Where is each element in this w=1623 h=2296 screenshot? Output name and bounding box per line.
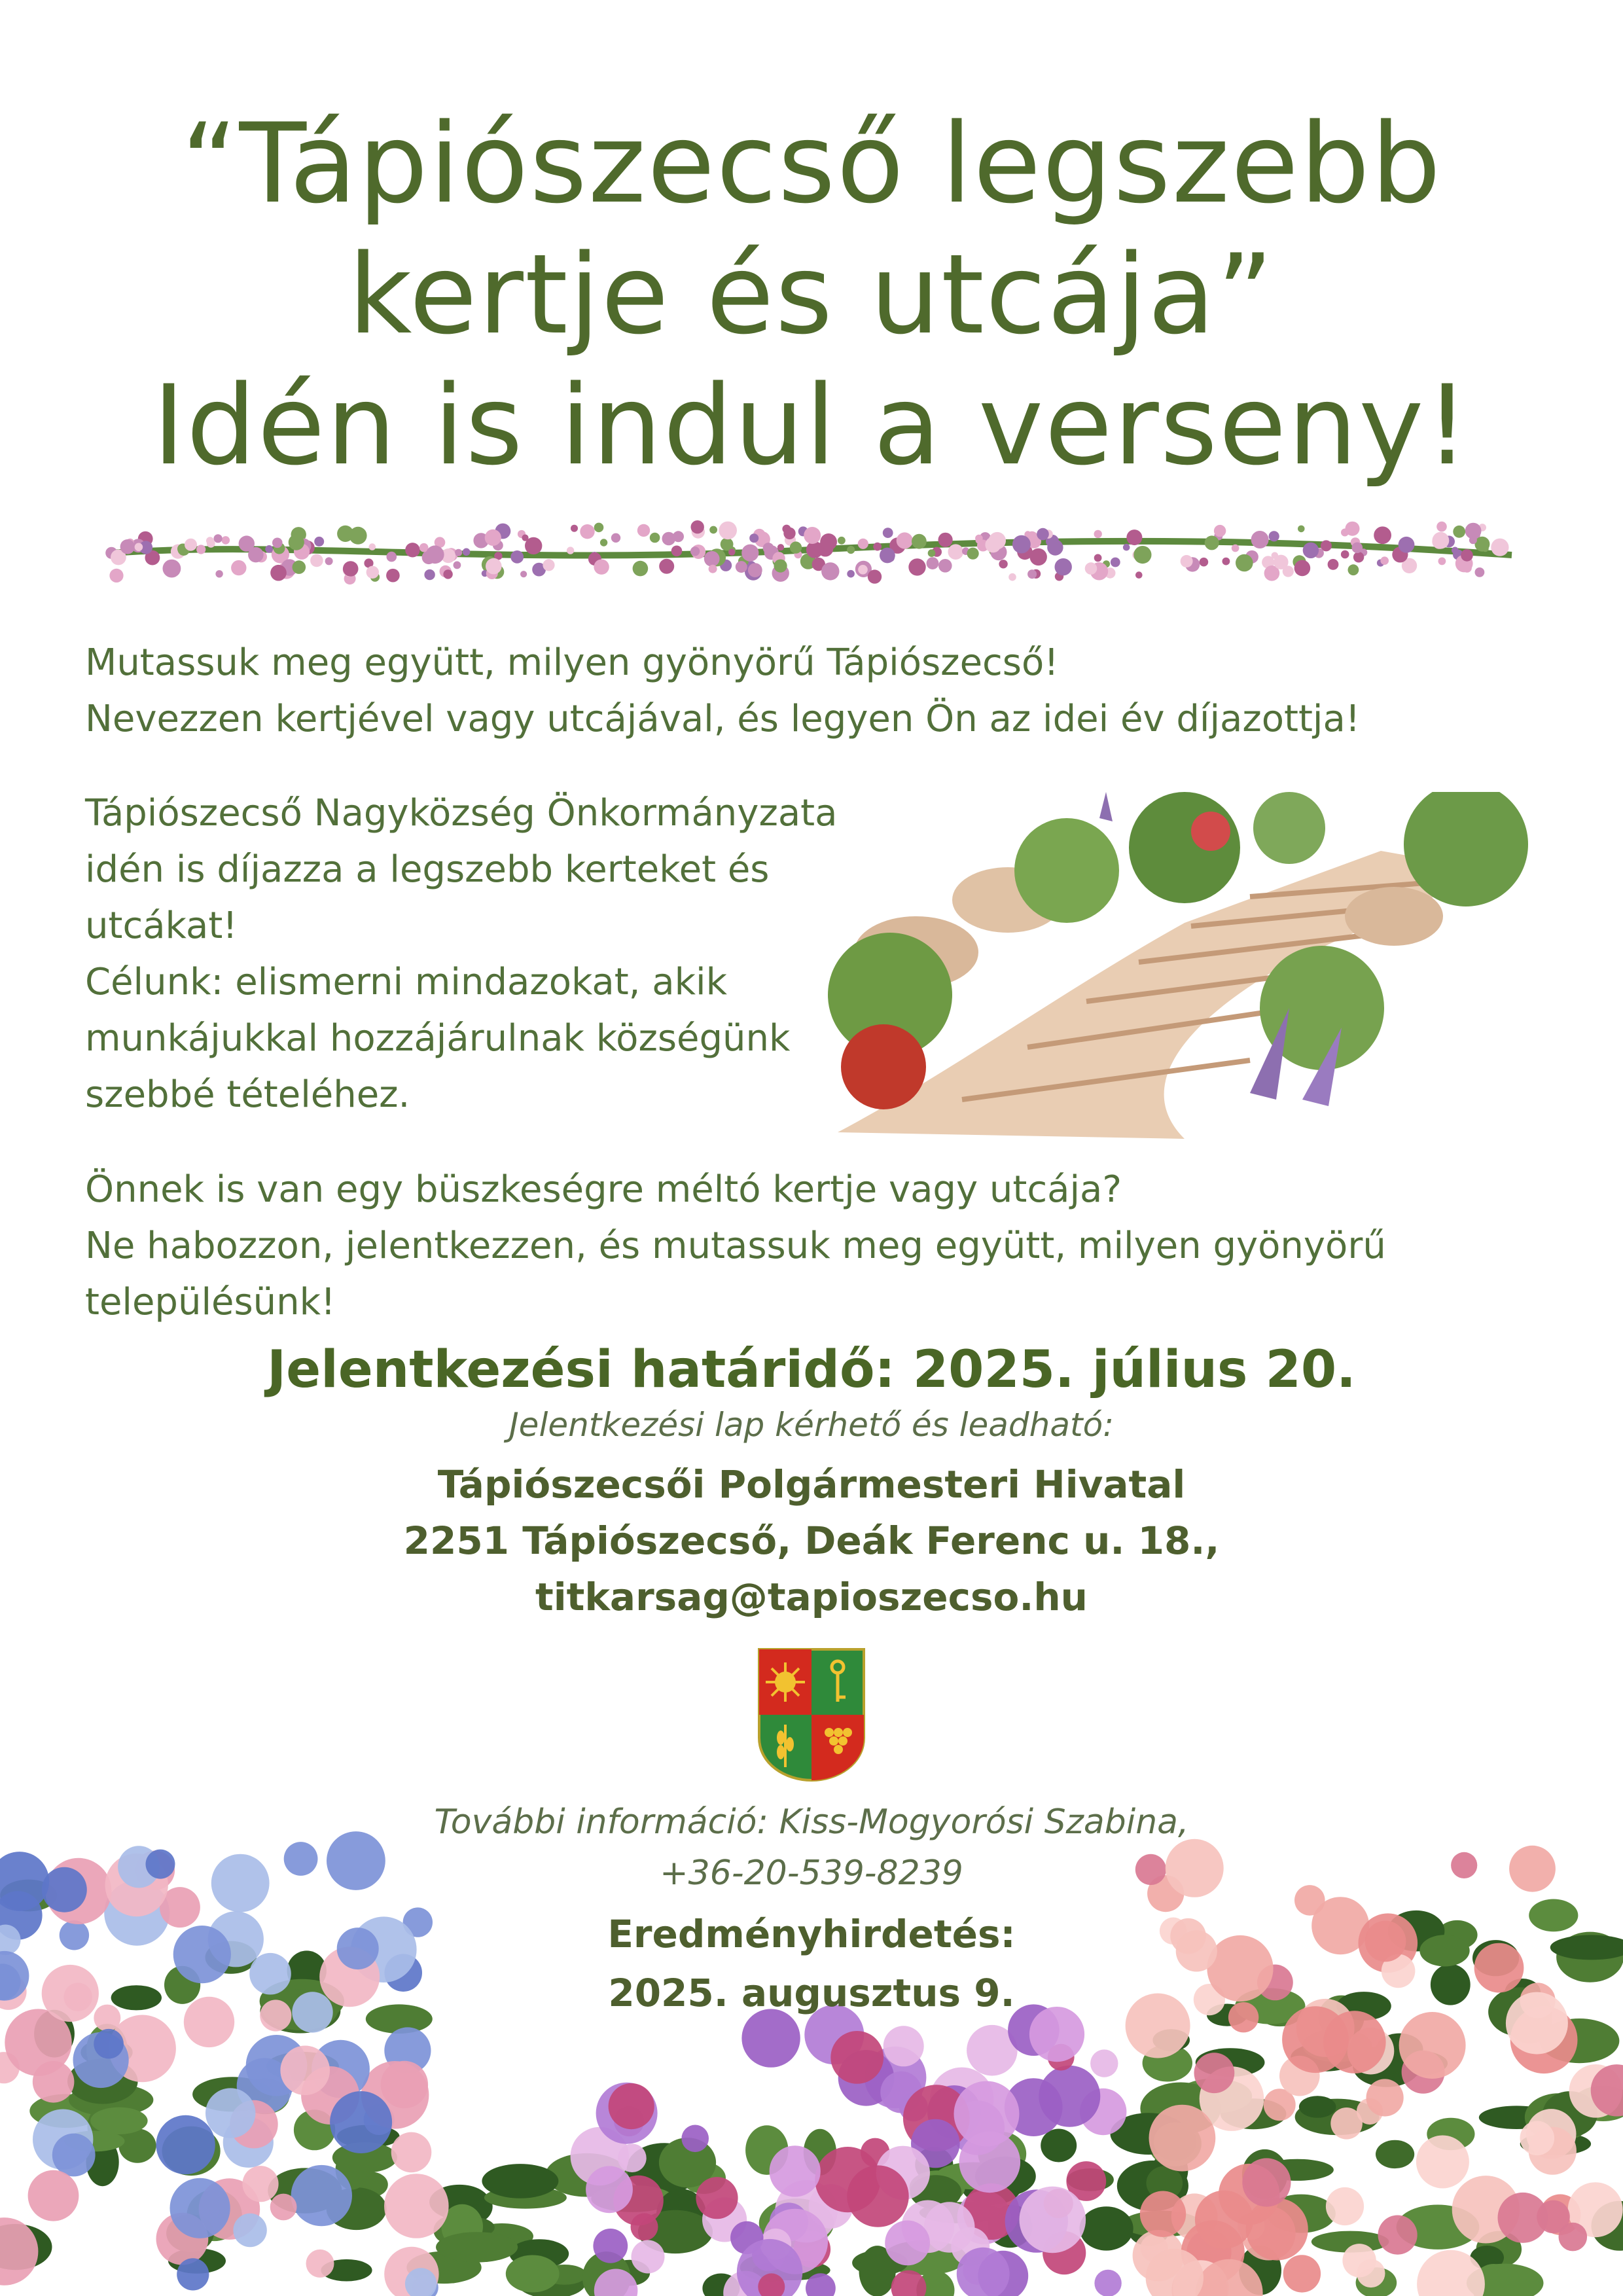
garland-blossom [510,550,524,564]
garland-blossom [163,560,181,578]
garland-blossom [426,545,444,564]
results-label: Eredményhirdetés: [607,1912,1016,1956]
hydrangea-bloom [391,2132,432,2173]
hydrangea-bloom [291,2165,352,2226]
title-line-2: kertje és utcája” [348,230,1275,359]
garland-blossom [1012,535,1031,554]
garland-blossom [1491,539,1508,556]
garland-blossom [109,569,123,583]
garland-blossom [749,533,758,543]
hydrangea-bloom [696,2177,738,2219]
garland-blossom [820,533,837,550]
garland-blossom [196,545,205,554]
garland-blossom [690,547,700,556]
garland-blossom [1352,543,1363,554]
hydrangea-bloom [1020,2187,1086,2253]
garland-blossom [1094,530,1102,538]
garland-blossom [1461,549,1473,562]
hydrangea-bloom [1283,2255,1321,2292]
garland-blossom [231,560,246,575]
garland-blossom [736,561,747,573]
hydrangea-bloom [280,2046,330,2096]
garland-blossom [325,557,333,565]
garland-blossom [1085,562,1097,575]
office-address: 2251 Tápiószecső, Deák Ferenc u. 18., [403,1518,1220,1563]
garland-blossom [424,569,435,580]
hydrangea-bloom [632,2240,665,2274]
garland-blossom [455,549,462,556]
garland-blossom [741,545,758,562]
hydrangea-bloom [847,2165,908,2227]
garland-blossom [314,537,324,547]
garland-blossom [858,565,868,575]
garland-blossom [691,520,704,533]
garland-blossom [387,552,397,562]
garland-blossom [1008,573,1016,581]
garland-blossom [873,543,882,551]
hydrangea-bloom [1039,2066,1100,2127]
garland-blossom [567,547,574,554]
hydrangea-bloom [885,2221,930,2266]
garland-blossom [1135,571,1143,579]
garland-blossom [637,524,650,537]
results-announcement [0,1905,1623,2022]
garland-blossom [1181,555,1193,567]
garland-blossom [239,535,255,551]
hydrangea-bloom [631,2213,658,2240]
garland-blossom [594,560,609,575]
ask-paragraph [85,1162,1386,1331]
garland-blossom [1126,529,1142,545]
garland-blossom [721,538,734,551]
results-date: 2025. augusztus 9. [608,1971,1015,2015]
garland-blossom [1399,537,1415,553]
garland-blossom [289,535,304,550]
garland-blossom [927,557,939,569]
garland-blossom [719,522,737,540]
hydrangea-bloom [306,2250,334,2278]
hydrangea-bloom [618,2144,647,2172]
garland-blossom [1294,560,1311,577]
garland-blossom [343,561,359,577]
hydrangea-bloom [1330,2108,1363,2140]
hydrangea-bloom [270,2194,297,2221]
garland-blossom [709,526,717,534]
leaf [90,2108,147,2134]
hydrangea-bloom [28,2170,79,2221]
garland-blossom [215,570,223,577]
hydrangea-bloom [1342,2244,1376,2277]
garland-blossom [912,534,927,549]
garland-blossom [858,539,868,549]
hydrangea-bloom [954,2081,1020,2147]
hydrangea-bloom [1194,2053,1235,2093]
council-line-2: idén is díjazza a legszebb kerteket és [85,848,770,891]
garland-blossom [1303,543,1319,558]
garland-blossom [1436,522,1447,532]
garland-blossom [463,548,471,556]
intro-line-2: Nevezzen kertjével vagy utcájával, és legyen Ön az idei év díjazottja! [85,698,1361,740]
leaf [436,2232,518,2262]
intro-line-1: Mutassuk meg együtt, milyen gyönyörű Tápiószecső! [85,641,1059,684]
garland-blossom [386,569,400,583]
garland-blossom [405,543,419,557]
garland-blossom [985,537,1001,552]
garland-blossom [366,566,379,579]
garland-blossom [967,548,979,560]
intro-paragraph [85,635,1360,747]
garland-blossom [1469,536,1477,544]
garland-blossom [486,558,502,575]
garland-blossom [543,559,554,571]
garland-blossom [520,571,527,577]
garland-blossom [1298,526,1305,533]
garland-blossom [774,560,787,573]
garland-blossom [1047,539,1063,555]
garland-blossom [485,529,501,546]
garland-blossom [821,562,839,580]
garland-blossom [847,546,855,554]
garland-blossom [270,565,287,581]
garland-blossom [1205,535,1219,550]
garland-blossom [185,539,197,551]
form-note: Jelentkezési lap kérhető és leadható: [508,1406,1115,1444]
garland-blossom [1380,556,1389,565]
garland-blossom [1374,526,1391,544]
hydrangea-bloom [770,2145,821,2197]
garland-blossom [748,563,762,577]
garland-blossom [443,569,452,579]
garland-blossom [611,533,620,543]
garland-blossom [1111,558,1120,567]
garland-blossom [1222,558,1230,565]
garland-blossom [1027,569,1037,579]
title-line-3: Idén is indul a verseny! [152,361,1471,490]
hydrangea-bloom [924,2202,975,2253]
garland-blossom [1133,546,1151,564]
hydrangea-bloom [681,2125,709,2153]
garland-blossom [938,533,953,547]
garland-blossom [135,543,143,552]
garland-blossom [600,539,607,546]
info-phone[interactable]: +36-20-539-8239 [660,1854,963,1893]
hydrangea-bloom [94,2029,124,2059]
coat-of-arms-icon [756,1646,867,1784]
office-name: Tápiószecsői Polgármesteri Hivatal [437,1462,1186,1507]
hydrangea-bloom [242,2166,278,2202]
garland-blossom [783,528,795,539]
garland-blossom [1037,528,1049,541]
hydrangea-bloom [1140,2191,1186,2237]
garland-blossom [976,537,982,543]
hydrangea-bloom [177,2258,209,2290]
office-email[interactable]: titkarsag@tapioszecso.hu [535,1575,1088,1619]
garland-blossom [671,546,683,557]
leaf [1041,2129,1077,2162]
garland-blossom [1251,531,1269,548]
garland-blossom [1200,558,1209,567]
garland-blossom [662,532,676,546]
garland-blossom [522,535,528,541]
garland-blossom [594,523,604,533]
garland-blossom [1055,558,1072,575]
office-contact [0,1456,1623,1625]
garland-blossom [222,536,230,545]
garland-blossom [728,549,735,556]
council-line-5: munkájukkal hozzájárulnak községünk [85,1017,791,1060]
garland-blossom [1453,526,1465,538]
hydrangea-bloom [1195,2191,1253,2249]
garland-blossom [580,524,594,539]
garland-blossom [1432,534,1447,549]
flower-garland-divider [98,504,1525,596]
council-line-4: Célunk: elismerni mindazokat, akik [85,961,728,1003]
garland-blossom [790,541,802,553]
garland-blossom [369,543,376,550]
leaf [506,2255,560,2293]
garland-blossom [804,527,821,544]
garland-blossom [1094,554,1102,562]
garland-blossom [310,554,323,567]
hydrangea-bloom [1149,2105,1216,2172]
garland-blossom [659,559,674,574]
hydrangea-bloom [384,2174,449,2238]
garland-blossom [1438,558,1446,565]
council-paragraph [85,785,837,1123]
garland-blossom [1214,525,1226,537]
garland-blossom [948,544,964,560]
hydrangea-bloom [1416,2136,1469,2189]
garland-blossom [207,539,215,548]
hydrangea-bloom [883,2026,924,2066]
garland-blossom [1283,565,1294,577]
garland-blossom [1328,559,1339,570]
hydrangea-bloom [586,2166,633,2213]
leaf [1376,2140,1414,2168]
garland-blossom [1482,545,1488,552]
hydrangea-bloom [1378,2215,1418,2255]
deadline-heading: Jelentkezési határidő: 2025. július 20. [267,1340,1356,1399]
hydrangea-bloom [609,2083,654,2129]
hydrangea-bloom [1366,2079,1404,2116]
hydrangea-bloom [1242,2158,1291,2206]
hydrangea-bloom [205,2088,255,2138]
garland-blossom [883,528,893,538]
council-line-6: szebbé tételéhez. [85,1073,410,1116]
hydrangea-bloom [1094,2270,1121,2296]
council-line-3: utcákat! [85,905,238,947]
hydrangea-bloom [1520,2121,1555,2156]
garland-blossom [1348,564,1359,575]
garland-blossom [868,569,882,583]
garland-blossom [1353,552,1364,562]
hydrangea-bloom [156,2115,215,2174]
garland-blossom [709,565,717,573]
garland-blossom [1236,554,1253,572]
garland-blossom [777,544,784,550]
garland-blossom [1272,552,1279,560]
garland-blossom [704,551,720,567]
hydrangea-bloom [330,2091,392,2153]
council-line-1: Tápiószecső Nagyközség Önkormányzata [85,792,838,834]
garland-blossom [880,548,895,564]
garland-blossom [999,560,1007,568]
hydrangea-bloom [233,2214,266,2247]
more-info [0,1797,1623,1899]
garland-blossom [908,558,925,575]
poster-title [0,98,1623,491]
ask-line-1: Önnek is van egy büszkeségre méltó kertje vagy utcája? [85,1168,1122,1211]
garland-blossom [633,561,649,577]
leaf [482,2164,558,2198]
hydrangea-bloom [1326,2187,1364,2225]
garland-blossom [1123,544,1130,551]
garland-blossom [1232,545,1240,552]
garland-blossom [272,538,283,548]
garland-blossom [265,545,273,553]
garland-blossom [1463,564,1472,573]
garland-blossom [337,526,353,542]
hydrangea-bloom [830,2031,883,2084]
garland-blossom [838,537,846,545]
hydrangea-bloom [52,2134,96,2177]
garland-blossom [120,539,135,554]
garland-blossom [1341,529,1349,537]
hydrangea-bloom [170,2178,230,2238]
garland-blossom [1341,550,1349,559]
garland-blossom [1269,531,1279,541]
garland-blossom [847,570,855,578]
garland-blossom [1475,567,1485,577]
garland-blossom [650,533,660,543]
hydrangea-bloom [1537,2200,1570,2234]
hydrangea-bloom [381,2061,428,2108]
hydrangea-bloom [593,2229,628,2263]
hydrangea-bloom [1090,2049,1118,2077]
garland-blossom [938,559,952,573]
info-contact-name: További információ: Kiss-Mogyorósi Szabina, [434,1803,1189,1842]
garland-blossom [897,532,913,548]
garland-blossom [214,534,223,543]
leaf [1299,2096,1336,2118]
ask-line-2: Ne habozzon, jelentkezzen, és mutassuk meg együtt, milyen gyönyörű [85,1225,1386,1267]
ask-line-3: településünk! [85,1281,336,1323]
garland-blossom [454,562,461,569]
garden-path-illustration [818,792,1564,1145]
title-line-1: “Tápiószecső legszebb [181,99,1442,228]
garland-blossom [928,549,936,557]
garland-blossom [571,525,578,532]
garland-blossom [293,560,306,574]
leaf [1080,2206,1133,2250]
